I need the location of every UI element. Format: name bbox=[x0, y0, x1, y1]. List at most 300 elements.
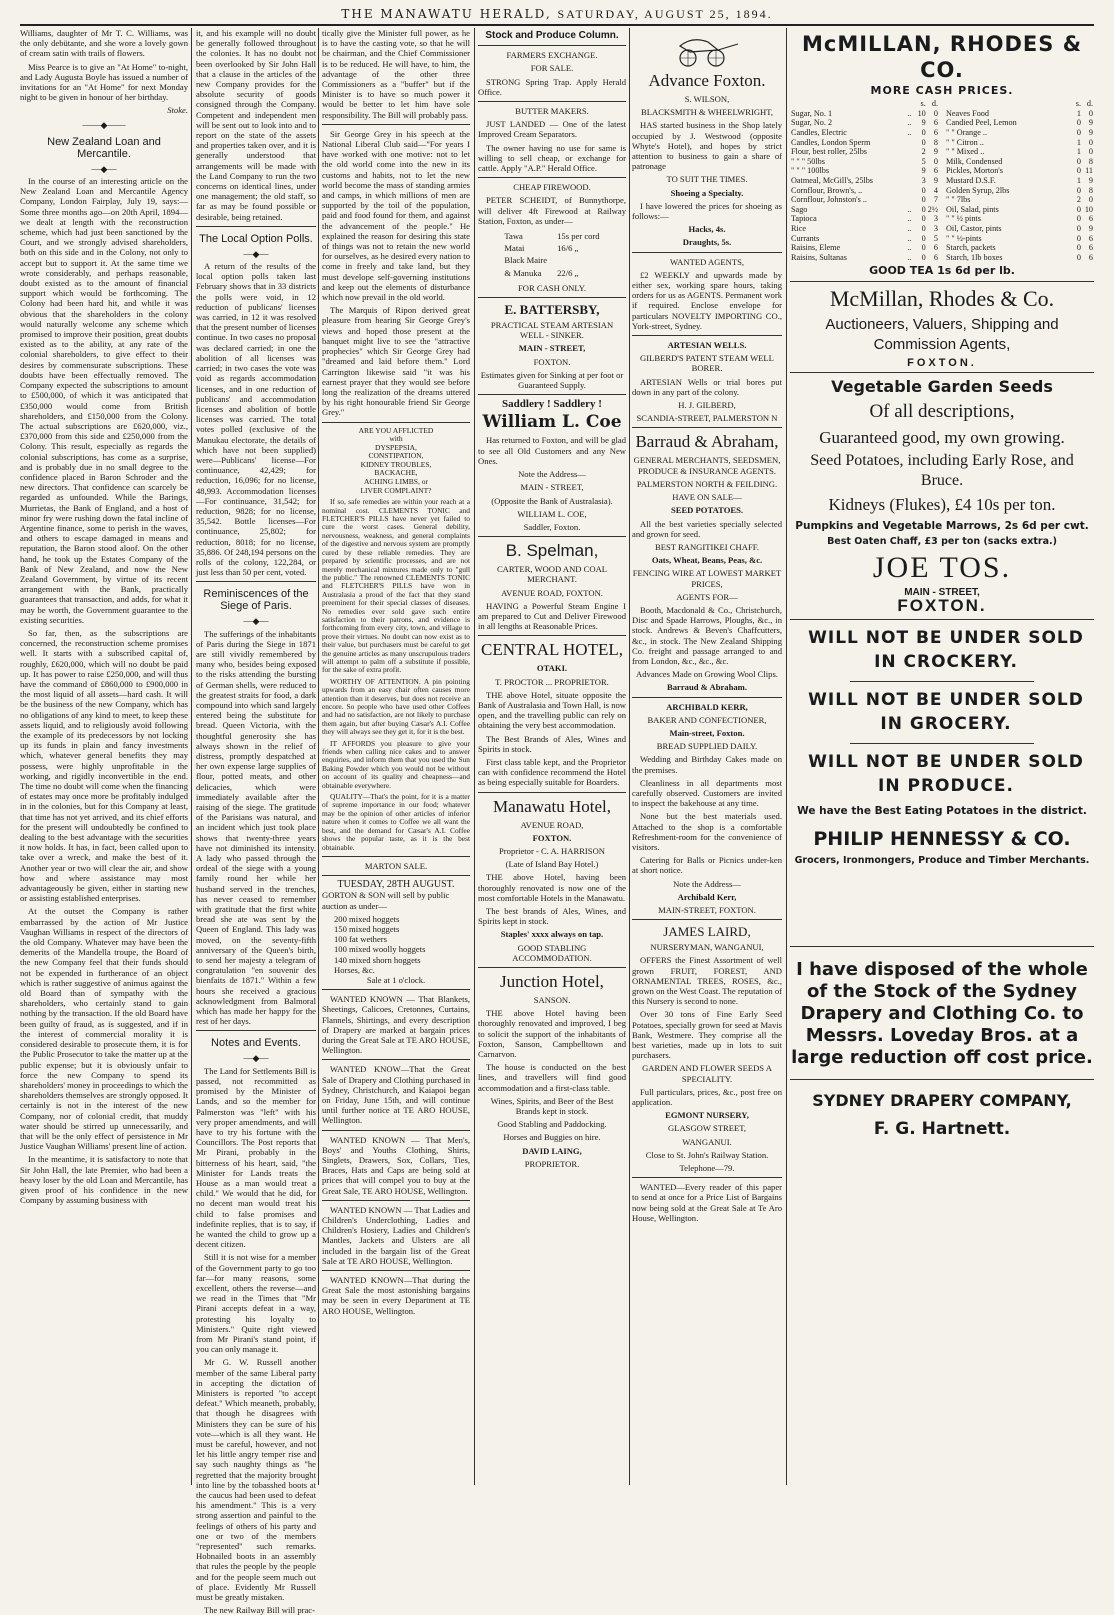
spelman-name: B. Spelman, bbox=[505, 541, 599, 561]
item-shillings: 1 bbox=[1076, 175, 1081, 185]
ad-line: DYSPEPSIA, bbox=[375, 442, 417, 452]
divider bbox=[196, 581, 316, 582]
divider bbox=[790, 619, 1094, 620]
price-row bbox=[790, 253, 939, 263]
battersby-town: FOXTON. bbox=[533, 356, 571, 367]
price-row bbox=[790, 234, 939, 244]
item-shillings: 2 bbox=[1076, 195, 1081, 205]
divider bbox=[322, 856, 470, 857]
barraud-town: PALMERSTON NORTH & FEILDING. bbox=[636, 478, 778, 489]
egmont-town: WANGANUI. bbox=[682, 1136, 732, 1147]
agents-list: Booth, Macdonald & Co., Christchurch, Disc and Spade Harrows, Ploughs, &c., in stock. Andrews & Beven's Chaffcutters, &c., in stock. The New Zealand Shipping Co. freight and passage arranged to and from London, &c., &c., &c. bbox=[632, 604, 782, 666]
item-name: " " ½-pints bbox=[946, 233, 982, 243]
divider bbox=[790, 1079, 1094, 1080]
price-row bbox=[790, 157, 939, 167]
item-pence: 6 bbox=[1088, 243, 1093, 253]
oats-line: Oats, Wheat, Beans, Peas, &c. bbox=[651, 555, 763, 566]
price-row bbox=[945, 224, 1094, 234]
item-dots: .. bbox=[907, 243, 912, 253]
price-row bbox=[790, 205, 939, 215]
paragraph: Miss Pearce is to give an "At Home" to-night, and Lady Augusta Boyle has issued a number of invitations for an "At Home" for next Monday night to be given in honour of her birthday. bbox=[20, 61, 188, 103]
item-name: Milk, Condensed bbox=[946, 156, 1003, 166]
sydney-drapery: SYDNEY DRAPERY COMPANY, bbox=[812, 1091, 1072, 1111]
suit-times: TO SUIT THE TIMES. bbox=[666, 174, 748, 185]
divider bbox=[850, 743, 1034, 744]
item-shillings: 0 bbox=[1076, 233, 1081, 243]
wanted-ad: WANTED KNOWN — That Blankets, Sheetings, Calicoes, Cretonnes, Curtains, Flannels, Shirtings, and every description of Drapery are marked at bargain prices during the Great Sale at TE ARO HOUSE, Wellington. bbox=[322, 994, 470, 1056]
junction-wines: Wines, Spirits, and Beer of the Best Brands kept in stock. bbox=[490, 1095, 614, 1117]
price-list bbox=[790, 99, 1094, 262]
junction-hotel-body: The house is conducted on the best lines, and travellers will find good accommodation and a first-class table. bbox=[478, 1062, 626, 1093]
item-shillings: 0 bbox=[921, 223, 926, 233]
divider bbox=[632, 919, 782, 920]
wood-type: Matai bbox=[504, 243, 525, 254]
junction-stabling: Good Stabling and Paddocking. bbox=[497, 1119, 607, 1130]
price-row bbox=[790, 243, 939, 253]
divider bbox=[850, 681, 1034, 682]
wanted-ad: WANTED KNOW—That the Great Sale of Drapery and Clothing purchased in Sydney, Christchurch, and Kaiapoi began on Friday, June 15th, and will continue until further notice at TE ARO HOUSE, Wellington. bbox=[322, 1064, 470, 1126]
manawatu-hotel-name: Manawatu Hotel, bbox=[492, 796, 612, 816]
central-hotel-name: CENTRAL HOTEL, bbox=[481, 640, 623, 660]
column-2 bbox=[196, 28, 316, 1615]
dateline: SATURDAY, AUGUST 25, 1894. bbox=[557, 7, 773, 21]
central-hotel-prop: T. PROCTOR ... PROPRIETOR. bbox=[495, 676, 609, 687]
wood-price: 16/6 „ bbox=[557, 243, 579, 254]
article-heading: The Local Option Polls. bbox=[199, 232, 313, 245]
item-dots bbox=[906, 138, 914, 148]
seed-potatoes-line: Seed Potatoes, including Early Rose, and Bruce. bbox=[810, 451, 1074, 489]
veg-line-3: Guaranteed good, my own growing. bbox=[819, 427, 1065, 447]
cash-prices-heading: MORE CASH PRICES. bbox=[870, 84, 1014, 97]
hacks-price: Hacks, 4s. bbox=[688, 224, 726, 235]
ad-line: LIVER COMPLAINT? bbox=[360, 485, 432, 495]
item-dots: .. bbox=[907, 214, 912, 224]
wilson-name: S. WILSON, bbox=[684, 94, 730, 104]
item-dots: .. bbox=[907, 252, 912, 262]
paragraph: A return of the results of the local option polls taken last February shows that in 33 districts the polls were void, in 12 reduction of publicans' licenses was carried, in 12 it was resolved that the present number of licenses continue. In two cases no proposal was declared carried; in one the abolition of all licenses was carried; in two cases the vote was void as regards accommodation licenses, and in one reduction of publicans' and accommodation licenses and abolition of bottle licenses was carried. The total votes polled (exclusive of the Manukau electorate, the details of which have not been supplied) were—Publicans' license—For continuance, 42,429; for reduction, 16,096; for no license, 48,993. Accommodation licenses—For continuance, 31,542; for reduction, 9828; for no license, 35,542. Bottle licenses—For continuance, 25,802; for reduction, 8018; for no license, 35,886. Of 248,194 persons on the rolls of the colony, 122,284, or just less than 50 per cent, voted. bbox=[196, 261, 316, 578]
divider bbox=[196, 1030, 316, 1031]
price-row bbox=[945, 205, 1094, 215]
item-pence: 6 bbox=[933, 118, 938, 128]
item-name: Oatmeal, McGill's, 25lbs bbox=[791, 175, 873, 185]
item-shillings: 0 bbox=[921, 185, 926, 195]
bread-line: BREAD SUPPLIED DAILY. bbox=[656, 741, 758, 752]
price-row bbox=[790, 147, 939, 157]
advance-heading: Advance Foxton. bbox=[648, 71, 766, 90]
divider bbox=[478, 297, 626, 298]
manawatu-hotel-town: FOXTON. bbox=[532, 832, 572, 843]
item-shillings: 1 bbox=[1076, 147, 1081, 157]
item-pence: 0 bbox=[933, 108, 938, 118]
item-name: Pickles, Morton's bbox=[946, 166, 1003, 176]
item-name: " " Citron .. bbox=[946, 137, 984, 147]
wanted-ad: WANTED KNOWN—That during the Great Sale the most astonishing bargains may be seen in every Department at TE ARO HOUSE, Wellington. bbox=[322, 1275, 470, 1316]
butter-ad: The owner having no use for same is willing to sell cheap, or exchange for cattle. Apply "A.P." Herald Office. bbox=[478, 142, 626, 174]
item-shillings: 0 bbox=[921, 214, 926, 224]
paragraph: Mr G. W. Russell another member of the same Liberal party in accepting the dictation of Ministers is reported "to accept defeat." Which meaneth, probably, that though he disagrees with Ministers they can be sure of his vote—which is all they want. He must be careful, however, and not let his little angry temper rise and say such naughty things as "he regretted that the majority brought into line by the tobasshed boots at the caucus had been used to defeat his amendment." This is a very strong assertion and painful to the feelings of others of his party and one or two of the members "represented" such remarks. Hobnailed boots in an assembly that rules the people by the people and for the people seem much out of place. Evidently Mr Russell must be greatly mistaken. bbox=[196, 1357, 316, 1603]
laird-body: Full particulars, prices, &c., post free on application. bbox=[632, 1086, 782, 1108]
coe-sign: WILLIAM L. COE, bbox=[517, 508, 587, 519]
price-row bbox=[790, 224, 939, 234]
item-dots: .. bbox=[907, 223, 912, 233]
wilson-trade: BLACKSMITH & WHEELWRIGHT, bbox=[641, 107, 773, 118]
wilson-body: HAS started business in the Shop lately occupied by J. Westwood (opposite Whyte's Hotel), and hopes by strict attention to business to gain a share of patronage bbox=[632, 120, 782, 172]
item-pence: 8 bbox=[933, 137, 938, 147]
item-dots: .. bbox=[907, 108, 912, 118]
hartnett-sign: F. G. Hartnett. bbox=[873, 1119, 1011, 1140]
item-name: Cornflour, Johnston's .. bbox=[791, 195, 867, 205]
price-row bbox=[790, 118, 939, 128]
wanted-agents-heading: WANTED AGENTS, bbox=[670, 256, 744, 267]
divider bbox=[322, 1270, 470, 1271]
wanted-ad: WANTED KNOWN — That Men's, Boys' and Youths Clothing, Shirts, Singlets, Drawers, Sox, Collars, Ties, Braces, Hats and Caps are being sold at prices that will compel you to buy at the Great Sale, TE ARO HOUSE, Wellington. bbox=[322, 1134, 470, 1196]
divider bbox=[196, 226, 316, 227]
price-row bbox=[945, 128, 1094, 138]
manawatu-hotel-address: AVENUE ROAD, bbox=[520, 819, 584, 830]
item-pence: 2½ bbox=[927, 204, 938, 214]
item-pence: 6 bbox=[933, 166, 938, 176]
item-name: " " 7lbs bbox=[946, 195, 971, 205]
item-name: Raisins, Eleme bbox=[791, 243, 841, 253]
chaff-line: BEST RANGITIKEI CHAFF. bbox=[655, 541, 759, 552]
laird-trade: NURSERYMAN, WANGANUI, bbox=[650, 942, 764, 953]
draughts-price: Draughts, 5s. bbox=[682, 237, 732, 248]
ornament-divider: —◆— bbox=[243, 248, 269, 259]
divider bbox=[322, 1200, 470, 1201]
tea-line: GOOD TEA 1s 6d per lb. bbox=[869, 264, 1015, 278]
item-pence: 0 bbox=[1088, 195, 1093, 205]
paper-name: THE MANAWATU HERALD, bbox=[341, 7, 552, 21]
junction-owner-2: PROPRIETOR. bbox=[524, 1158, 580, 1169]
price-row bbox=[945, 253, 1094, 263]
divider bbox=[322, 124, 470, 125]
spelman-body: HAVING a Powerful Steam Engine I am prepared to Cut and Deliver Firewood in all lengths at Reasonable Prices. bbox=[478, 600, 626, 632]
item-pence: 6 bbox=[1088, 233, 1093, 243]
column-rule bbox=[786, 28, 787, 1485]
ad-line: ACHING LIMBS, or bbox=[364, 477, 428, 487]
price-row bbox=[945, 147, 1094, 157]
divider bbox=[790, 281, 1094, 282]
divider bbox=[790, 946, 1094, 947]
item-pence: 9 bbox=[933, 175, 938, 185]
manawatu-hotel-body: THE above Hotel, having been thoroughly renovated is now one of the most comfortable Hotels in the Manawatu. bbox=[478, 872, 626, 903]
item-name: Starch, packets bbox=[946, 243, 996, 253]
paragraph: QUALITY—That's the point, for it is a matter of supreme importance in our food; whatever may be the opinion of other articles of inferior nature when it comes to Coffee we all want the best, and the demand for Cæsar's A.I. Coffee shows the popular taste, as it is the best obtainable. bbox=[322, 792, 470, 852]
wood-type: & Manuka bbox=[504, 267, 542, 278]
item-name: Sago bbox=[791, 204, 808, 214]
seed-potatoes: SEED POTATOES. bbox=[670, 505, 744, 516]
mcmillan-heading-2: McMillan, Rhodes & Co. bbox=[829, 285, 1055, 311]
item-shillings: 0 bbox=[1076, 127, 1081, 137]
manawatu-hotel-prop-2: (Late of Island Bay Hotel.) bbox=[505, 859, 599, 870]
sale-time: Sale at 1 o'clock. bbox=[366, 974, 426, 985]
item-pence: 8 bbox=[1088, 185, 1093, 195]
wood-type: Tawa bbox=[504, 231, 523, 242]
item-shillings: 1 bbox=[1076, 108, 1081, 118]
price-row bbox=[945, 214, 1094, 224]
paragraph: The sufferings of the inhabitants of Paris during the Siege in 1871 are still vividly remembered by many who, besides being exposed to the risks attending the bursting of German shells, were reduced to the greatest straits for food, a dark compound into which sand largely entered being the substitute for bread. Queen Victoria, with the thoughtful generosity she has always shown in the relief of distress, promptly despatched at her own expense large supplies of flour, potted meats, and other delicacies, which were immediately available after the raising of the siege. The gratitude of the Parisians was natural, and an incident which just took place shows that twenty-three years have not diminished its intensity. A lady who passed through the ordeal of the siege with a young family round her while her husband served in the trenches, has never ceased to remember with gratitude that the first white bread she ate was sent by the Queen of England. This lady was moved, on the seventy-fifth anniversary of the Queen's birth, to send her majesty a telegram of congratulation "en souvenir des bienfaits de 1871." Within a few hours she received a gracious acknowledgment from Balmoral which has made her happy for the rest of her days. bbox=[196, 628, 316, 1027]
price-row bbox=[945, 109, 1094, 119]
price-row bbox=[500, 255, 603, 265]
pill-advert-heading bbox=[322, 427, 470, 496]
column-4 bbox=[478, 28, 626, 1485]
column-3 bbox=[322, 28, 470, 1485]
item-shillings: 1 bbox=[1076, 137, 1081, 147]
kerr-trade: BAKER AND CONFECTIONER, bbox=[647, 714, 767, 725]
item-pence: 9 bbox=[1088, 127, 1093, 137]
item-name: Sugar, No. 1 bbox=[791, 108, 833, 118]
price-row bbox=[790, 128, 939, 138]
egmont-street: GLASGOW STREET, bbox=[668, 1123, 746, 1134]
item-shillings: 0 bbox=[1076, 252, 1081, 262]
butter-ad: JUST LANDED — One of the latest Improved Cream Separators. bbox=[478, 119, 626, 140]
item-name: " " ½ pints bbox=[946, 214, 981, 224]
column-6 bbox=[790, 28, 1094, 1485]
divider bbox=[322, 422, 470, 423]
marton-sale-ad bbox=[322, 861, 470, 985]
produce-line-2: IN PRODUCE. bbox=[878, 776, 1014, 797]
column-rule bbox=[474, 28, 475, 1485]
item-pence: 6 bbox=[1088, 214, 1093, 224]
spelman-address: AVENUE ROAD, FOXTON. bbox=[501, 587, 603, 598]
item-dots bbox=[906, 166, 914, 176]
item-name: Flour, best roller, 25lbs bbox=[791, 147, 867, 157]
item-name: Currants bbox=[791, 233, 820, 243]
egmont-body: Close to St. John's Railway Station. bbox=[645, 1149, 769, 1160]
article-heading: Notes and Events. bbox=[211, 1037, 301, 1050]
egmont-telephone: Telephone—79. bbox=[679, 1163, 735, 1174]
divider bbox=[478, 635, 626, 636]
item-shillings: 3 bbox=[921, 175, 926, 185]
price-row bbox=[945, 243, 1094, 253]
paragraph: IT AFFORDS you pleasure to give your friends when calling nice cakes and to answer enquiries, and inform them that you used the Sun Baking Powder which you would not be without on account of its quality and cheapness—and obtainable everywhere. bbox=[322, 738, 470, 790]
item-shillings: 9 bbox=[921, 118, 926, 128]
for-sale-heading: FOR SALE. bbox=[530, 63, 574, 74]
joe-tos-heading: JOE TOS. bbox=[872, 550, 1012, 584]
price-row bbox=[945, 195, 1094, 205]
article-heading: Reminiscences of the Siege of Paris. bbox=[203, 588, 309, 613]
item-pence: 6 bbox=[1088, 252, 1093, 262]
item-name: Candles, London Sperm bbox=[791, 137, 871, 147]
gilberd-heading: GILBERD'S PATENT STEAM WELL BORER. bbox=[640, 353, 774, 374]
kerr-note: Note the Address— bbox=[673, 878, 741, 889]
kerr-sign: Archibald Kerr, bbox=[677, 891, 737, 902]
item-pence: 0 bbox=[933, 156, 938, 166]
price-row bbox=[500, 268, 603, 278]
column-5 bbox=[632, 28, 782, 1485]
pence-header: d. bbox=[931, 99, 938, 109]
coe-sign-2: Saddler, Foxton. bbox=[523, 521, 581, 532]
item-pence: 0 bbox=[1088, 147, 1093, 157]
item-name: Mustard D.S.F. bbox=[946, 175, 996, 185]
wood-price: 15s per cord bbox=[557, 231, 600, 242]
central-hotel-town: OTAKI. bbox=[536, 663, 568, 674]
firewood-heading: CHEAP FIREWOOD. bbox=[513, 182, 591, 193]
paragraph: If so, safe remedies are within your reach at a nominal cost. CLEMENTS TONIC and FLETCHER'S PILLS have never yet failed to cure the worst cases. General debility, nervousness, weakness, and general complaints of the digestive and nervous system are promptly cured by these reliable remedies. They are prepared by scientific processes, and are not merely mechanical mixtures made only to "gull the public." The renowned CLEMENTS TONIC and FLETCHER'S PILLS have won in Australasia a proud of the fact that they stand preeminent for their special classes of diseases. No remedies ever sold gave such entire satisfaction to their patrons, and evidence is forthcoming from every city, town, and village to prove their virtues. No doubt can now exist as to their value, but purchasers must be careful to get the genuine articles as many unscrupulous traders will attempt to palm off a substitute if possible, for the sake of extra profit. bbox=[322, 497, 470, 675]
item-pence: 3 bbox=[933, 214, 938, 224]
item-dots bbox=[906, 157, 914, 167]
divider bbox=[478, 101, 626, 102]
price-row bbox=[790, 109, 939, 119]
item-shillings: 5 bbox=[921, 156, 926, 166]
ad-body: GORTON & SON will sell by public auction as under— bbox=[322, 890, 450, 911]
garden-seeds: GARDEN AND FLOWER SEEDS A SPECIALITY. bbox=[642, 1063, 772, 1084]
item-shillings: 0 bbox=[1076, 243, 1081, 253]
disposed-notice: I have disposed of the whole of the Stock of the Sydney Drapery and Clothing Co. to Messrs. Loveday Bros. at a large reduction off cost price. bbox=[791, 959, 1093, 1069]
exchange-heading: FARMERS EXCHANGE. bbox=[506, 50, 598, 61]
kerr-body: Cleanliness in all departments most carefully observed. Customers are invited to inspect the bakehouse at any time. bbox=[632, 777, 782, 809]
stabling-line: GOOD STABLING ACCOMMODATION. bbox=[512, 942, 592, 963]
item-pence: 6 bbox=[933, 243, 938, 253]
item-name: Sugar, No. 2 bbox=[791, 118, 833, 128]
laird-name: JAMES LAIRD, bbox=[663, 924, 751, 940]
sale-list bbox=[322, 914, 470, 975]
divider bbox=[322, 875, 470, 876]
item-shillings: 2 bbox=[921, 147, 926, 157]
coe-address: MAIN - STREET, bbox=[520, 482, 584, 493]
item-pence: 7 bbox=[933, 195, 938, 205]
item-shillings: 0 bbox=[1076, 156, 1081, 166]
saddlery-heading: Saddlery ! Saddlery ! bbox=[502, 398, 602, 411]
price-row bbox=[790, 166, 939, 176]
laird-body: Over 30 tons of Fine Early Seed Potatoes, specially grown for seed at Mavis Bank, Westmere. They comprise all the best varieties, made up in lots to suit purchasers. bbox=[632, 1009, 782, 1061]
battersby-address: MAIN - STREET, bbox=[518, 343, 586, 354]
coe-name: William L. Coe bbox=[482, 412, 622, 433]
wanted-ad: WANTED KNOWN — That Ladies and Children's Underclothing, Ladies and Children's Hosiery, Ladies and Children's Mantles, Jackets and Ulsters are all included in the bargain list of the Great Sale at TE ARO HOUSE, Wellington. bbox=[322, 1204, 470, 1266]
price-row bbox=[945, 176, 1094, 186]
item-shillings: 0 bbox=[921, 127, 926, 137]
item-dots bbox=[906, 195, 914, 205]
battersby-trade: PRACTICAL STEAM ARTESIAN WELL - SINKER. bbox=[490, 320, 614, 341]
price-row bbox=[500, 231, 603, 241]
item-pence: 10 bbox=[1084, 204, 1093, 214]
paragraph: The new Railway Bill will prac- bbox=[204, 1605, 315, 1615]
column-1 bbox=[20, 28, 188, 1485]
battersby-body: Estimates given for Sinking at per foot or Guaranteed Supply. bbox=[480, 369, 624, 391]
sale-item: 100 fat wethers bbox=[334, 934, 387, 945]
price-row bbox=[790, 214, 939, 224]
cash-only: FOR CASH ONLY. bbox=[518, 282, 586, 293]
barraud-trade: GENERAL MERCHANTS, SEEDSMEN, PRODUCE & INSURANCE AGENTS. bbox=[633, 455, 781, 476]
price-table-right bbox=[945, 99, 1094, 262]
divider bbox=[478, 967, 626, 968]
column-rule bbox=[318, 28, 319, 1485]
pumpkins-line: Pumpkins and Vegetable Marrows, 2s 6d per cwt. bbox=[795, 519, 1089, 532]
item-name: Oil, Salad, pints bbox=[946, 204, 999, 214]
price-row bbox=[945, 234, 1094, 244]
hennessy-heading: PHILIP HENNESSY & CO. bbox=[813, 828, 1071, 851]
divider bbox=[478, 394, 626, 395]
seed-body: All the best varieties specially selected and grown for seed. bbox=[632, 518, 782, 539]
mcmillan-trade: Auctioneers, Valuers, Shipping and Commission Agents, bbox=[825, 315, 1059, 353]
sale-item: 150 mixed hoggets bbox=[334, 923, 400, 934]
joe-tos-town: FOXTON. bbox=[897, 595, 987, 615]
price-row bbox=[945, 166, 1094, 176]
item-dots: .. bbox=[907, 204, 912, 214]
barraud-sign: Barraud & Abraham. bbox=[667, 682, 747, 693]
price-row bbox=[790, 186, 939, 196]
price-row bbox=[945, 118, 1094, 128]
price-row bbox=[500, 243, 603, 253]
item-shillings: 0 bbox=[921, 195, 926, 205]
coe-note: Note the Address— bbox=[518, 469, 586, 480]
pence-header: d. bbox=[1086, 99, 1093, 109]
central-hotel-body: First class table kept, and the Proprietor can with confidence recommend the Hotel as being especially suitable for Boarders. bbox=[478, 756, 626, 788]
signature: Stoke. bbox=[167, 105, 188, 116]
paragraph: Williams, daughter of Mr T. C. Williams, was the only debütante, and she wore a lovely gown of cream satin with trails of flowers. bbox=[20, 28, 188, 59]
wire-line: FENCING WIRE AT LOWEST MARKET PRICES, bbox=[632, 568, 782, 589]
on-sale: HAVE ON SALE— bbox=[672, 492, 742, 503]
item-name: Oil, Castor, pints bbox=[946, 223, 1002, 233]
potatoes-line: We have the Best Eating Potatoes in the district. bbox=[797, 805, 1087, 818]
ad-line: CONSTIPATION, bbox=[368, 451, 424, 461]
item-shillings: 0 bbox=[921, 243, 926, 253]
item-pence: 11 bbox=[1085, 166, 1093, 176]
ad-line: with bbox=[389, 434, 403, 444]
item-pence: 9 bbox=[1088, 118, 1093, 128]
item-name: Neaves Food bbox=[946, 108, 989, 118]
shoeing-body: I have lowered the prices for shoeing as follows:— bbox=[632, 200, 782, 222]
item-pence: 8 bbox=[1088, 156, 1093, 166]
advances-line: Advances Made on Growing Wool Clips. bbox=[636, 669, 778, 680]
column-rule bbox=[191, 28, 192, 1485]
manawatu-hotel-body: The best brands of Ales, Wines, and Spirits kept in stock. bbox=[478, 905, 626, 927]
divider bbox=[790, 372, 1094, 373]
kerr-body: Wedding and Birthday Cakes made on the premises. bbox=[632, 754, 782, 775]
ad-line: KIDNEY TROUBLES, bbox=[360, 459, 432, 469]
item-shillings: 9 bbox=[921, 166, 926, 176]
item-shillings: 0 bbox=[921, 137, 926, 147]
paragraph: tically give the Minister full power, as he is to have the casting vote, so that he will be chairman, and the Chief Commissioner is to be reduced. He will have, to him, the advantage of the other three Commissioners as a "buffer" but if the Minister is to have so much power it would be better to let him have sole responsibility. The Bill will probably pass. bbox=[322, 28, 470, 120]
item-pence: 9 bbox=[1088, 223, 1093, 233]
item-name: " " " 50lbs bbox=[791, 156, 825, 166]
item-shillings: 0 bbox=[921, 233, 926, 243]
grocery-line-2: IN GROCERY. bbox=[880, 714, 1012, 735]
shillings-header: s. bbox=[920, 99, 926, 109]
divider bbox=[632, 252, 782, 253]
divider bbox=[478, 45, 626, 46]
wood-type: Black Maire bbox=[504, 255, 548, 266]
junction-owner: DAVID LAING, bbox=[522, 1145, 582, 1156]
ad-line: BACKACHE, bbox=[374, 468, 418, 478]
produce-line-1: WILL NOT BE UNDER SOLD bbox=[808, 752, 1084, 773]
item-dots: .. bbox=[907, 127, 912, 137]
item-name: Tapioca bbox=[791, 214, 817, 224]
item-pence: 0 bbox=[1088, 137, 1093, 147]
ornament-divider: —◆— bbox=[91, 163, 117, 174]
oaten-chaff-line: Best Oaten Chaff, £3 per ton (sacks extra.) bbox=[827, 535, 1057, 547]
carriage-illustration bbox=[672, 30, 742, 68]
article-heading: New Zealand Loan and Mercantile. bbox=[47, 135, 161, 160]
item-shillings: 0 bbox=[1076, 185, 1081, 195]
item-name: " " Mixed .. bbox=[946, 147, 985, 157]
ornament-divider: —◆— bbox=[243, 1053, 269, 1064]
masthead bbox=[20, 4, 1094, 26]
item-name: Golden Syrup, 2lbs bbox=[946, 185, 1010, 195]
item-name: Raisins, Sultanas bbox=[791, 252, 847, 262]
gilberd-address: SCANDIA-STREET, PALMERSTON N bbox=[636, 413, 778, 424]
ad-line: ARE YOU AFFLICTED bbox=[358, 425, 434, 435]
firewood-price-table bbox=[498, 229, 605, 280]
item-pence: 9 bbox=[933, 147, 938, 157]
spelman-trade: CARTER, WOOD AND COAL MERCHANT. bbox=[496, 564, 608, 585]
item-dots bbox=[906, 147, 914, 157]
price-row bbox=[945, 138, 1094, 148]
divider bbox=[478, 792, 626, 793]
ad-date: TUESDAY, 28TH AUGUST. bbox=[337, 879, 455, 891]
item-name: Candles, Electric bbox=[791, 127, 847, 137]
item-dots bbox=[906, 186, 914, 196]
